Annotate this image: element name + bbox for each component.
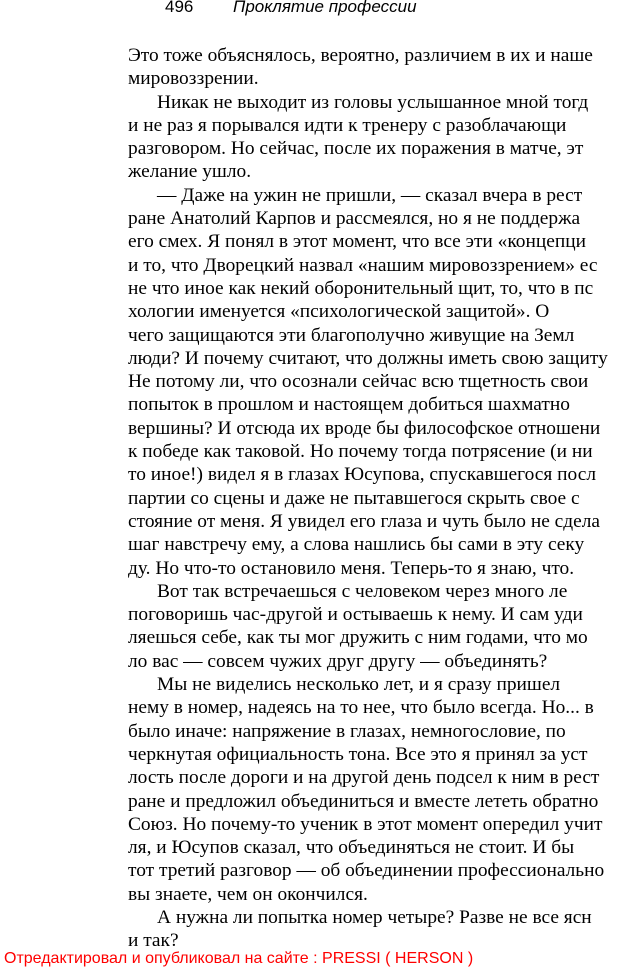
text-line: чего защищаются эти благополучно живущие на Земл xyxy=(128,324,575,346)
text-line: ране Анатолий Карпов и рассмеялся, но я не поддержа xyxy=(128,208,581,230)
text-line: к победе как таковой. Но почему тогда потрясение (и ни xyxy=(128,441,593,463)
text-line: попыток в прошлом и настоящем добиться шахматно xyxy=(128,394,570,416)
text-line: мировоззрении. xyxy=(128,68,259,90)
text-line: то иное!) видел я в глазах Юсупова, спускавшегося посл xyxy=(128,464,596,486)
text-line: люди? И почему считают, что должны иметь свою защиту xyxy=(128,347,608,369)
text-line: вершины? И отсюда их вроде бы философское отношени xyxy=(128,417,601,439)
text-line: не что иное как некий оборонительный щит, то, что в пс xyxy=(128,277,594,299)
text-line: Не потому ли, что осознали сейчас всю тщетность свои xyxy=(128,371,589,393)
text-line: Вот так встречаешься с человеком через много ле xyxy=(157,580,568,602)
text-line: и то, что Дворецкий назвал «нашим мировоззрением» ес xyxy=(128,254,598,276)
text-line: разговором. Но сейчас, после их поражения в матче, эт xyxy=(128,138,584,160)
text-line: ляешься себе, как ты мог дружить с ним годами, что мо xyxy=(128,627,588,649)
publisher-note: Отредактировал и опубликовал на сайте : PRESSI ( HERSON ) xyxy=(4,950,474,967)
text-line: Это тоже объяснялось, вероятно, различием в их и наше xyxy=(128,45,593,66)
text-line: стояние от меня. Я увидел его глаза и чуть было не сдела xyxy=(128,510,601,532)
text-line: ране и предложил объединиться и вместе лететь обратно xyxy=(128,790,599,812)
text-line: — Даже на ужин не пришли, — сказал вчера в рест xyxy=(157,184,583,206)
text-line: было иначе: напряжение в глазах, немногословие, по xyxy=(128,720,566,742)
text-line: Мы не виделись несколько лет, и я сразу пришел xyxy=(157,674,561,696)
text-line: А нужна ли попытка номер четыре? Разве не все ясн xyxy=(157,906,592,928)
text-line: хологии именуется «психологической защитой». О xyxy=(128,301,550,323)
page-header xyxy=(0,0,620,22)
text-line: Союз. Но почему-то ученик в этот момент опередил учит xyxy=(128,813,603,835)
text-line: ля, и Юсупов сказал, что объединяться не стоит. И бы xyxy=(128,837,575,859)
text-line: его смех. Я понял в этот момент, что все эти «концепци xyxy=(128,231,586,253)
running-title: Проклятие профессии xyxy=(233,0,417,16)
text-line: черкнутая официальность тона. Все это я принял за уст xyxy=(128,743,588,765)
page-number: 496 xyxy=(165,0,194,16)
text-line: нему в номер, надеясь на то нее, что было всегда. Но... в xyxy=(128,697,594,719)
text-line: Никак не выходит из головы услышанное мной тогд xyxy=(157,91,589,113)
text-line: ло вас — совсем чужих друг другу — объединять? xyxy=(128,650,548,672)
text-line: шаг навстречу ему, а слова нашлись бы сами в эту секу xyxy=(128,534,585,556)
text-line: лость после дороги и на другой день подсел к ним в рест xyxy=(128,767,600,789)
text-line: партии со сцены и даже не пытавшегося скрыть свое с xyxy=(128,487,580,509)
text-line: ду. Но что-то остановило меня. Теперь-то я знаю, что. xyxy=(128,557,575,579)
text-line: и не раз я порывался идти к тренеру с разоблачающи xyxy=(128,114,567,136)
text-line: и так? xyxy=(128,930,179,952)
text-line: тот третий разговор — об объединении профессионально xyxy=(128,860,605,882)
text-line: поговоришь час-другой и остываешь к нему. И сам уди xyxy=(128,604,583,626)
body-text xyxy=(128,44,620,953)
text-line: вы знаете, чем он окончился. xyxy=(128,883,368,905)
text-line: желание ушло. xyxy=(128,161,252,183)
